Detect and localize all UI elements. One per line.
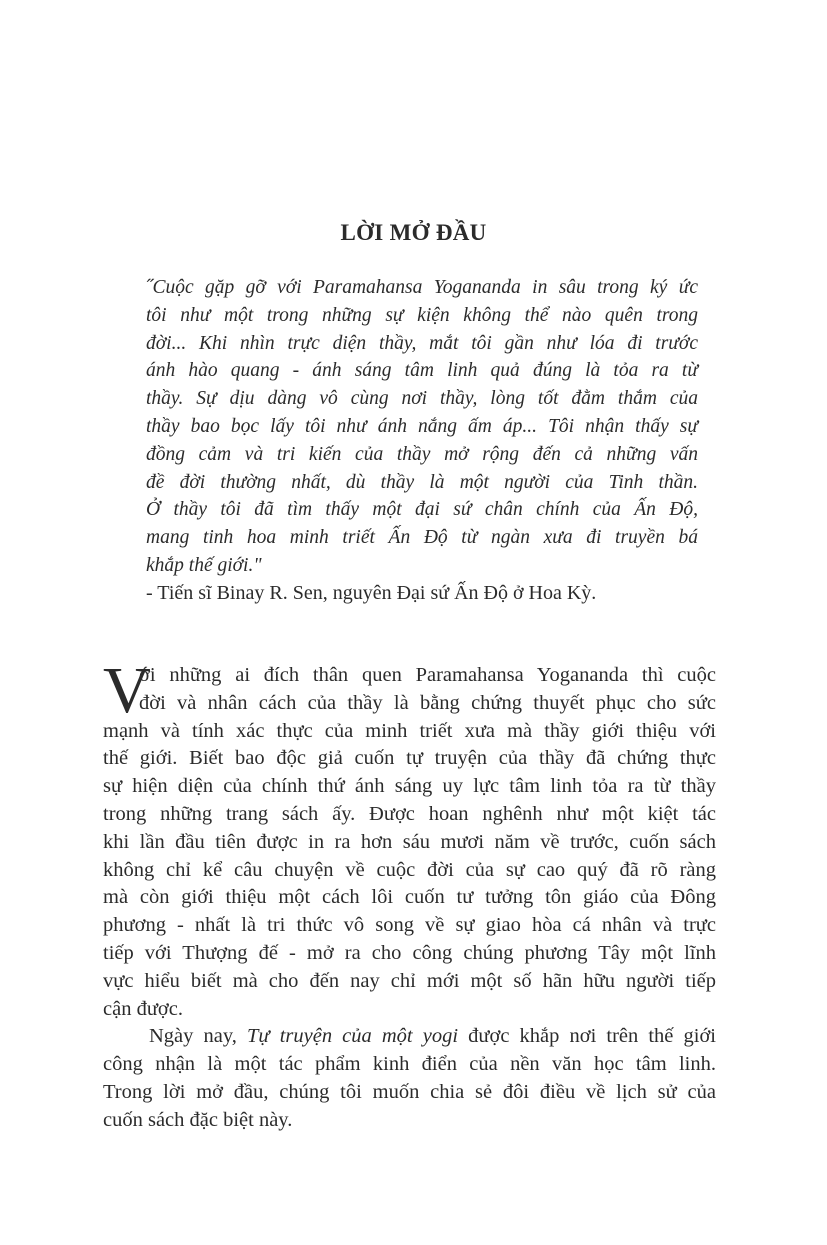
paragraph-line: đời và nhân cách của thầy là bằng chứng thuyết phục cho sức bbox=[139, 691, 716, 714]
quote-line: ˝Cuộc gặp gỡ với Paramahansa Yogananda in sâu trong ký ức bbox=[146, 277, 698, 298]
paragraph-line: phương - nhất là tri thức vô song về sự giao hòa cá nhân và trực bbox=[103, 914, 716, 937]
paragraph-line: Trong lời mở đầu, chúng tôi muốn chia sẻ đôi điều về lịch sử của bbox=[103, 1080, 716, 1103]
paragraph-line: công nhận là một tác phẩm kinh điển của nền văn học tâm linh. bbox=[103, 1053, 716, 1076]
quote-line: khắp thế giới." bbox=[146, 554, 262, 576]
epigraph-quote bbox=[146, 274, 698, 608]
drop-cap: V bbox=[103, 654, 151, 727]
text-run: Ngày nay, bbox=[149, 1025, 248, 1048]
paragraph-line: mạnh và tính xác thực của minh triết xưa mà thầy giới thiệu với bbox=[103, 719, 716, 742]
paragraph-line: mà còn giới thiệu một cách lôi cuốn tư tưởng tôn giáo của Đông bbox=[103, 886, 716, 909]
paragraph-line: cận được. bbox=[103, 997, 183, 1020]
paragraph-line: trong những trang sách ấy. Được hoan nghênh như một kiệt tác bbox=[103, 802, 716, 825]
paragraph-line bbox=[103, 1023, 716, 1051]
paragraph-line: tiếp với Thượng đế - mở ra cho công chúng phương Tây một lĩnh bbox=[103, 941, 716, 964]
paragraph-line: ới những ai đích thân quen Paramahansa Yogananda thì cuộc bbox=[139, 664, 716, 686]
paragraph-line: sự hiện diện của chính thứ ánh sáng uy lực tâm linh tỏa ra từ thầy bbox=[103, 775, 716, 798]
page-title: LỜI MỞ ĐẦU bbox=[340, 220, 487, 245]
paragraph-line: không chỉ kể câu chuyện về cuộc đời của sự cao quý đã rõ ràng bbox=[103, 858, 716, 881]
body-text bbox=[103, 654, 716, 1135]
book-title: Tự truyện của một yogi bbox=[247, 1025, 459, 1048]
quote-line: mang tinh hoa minh triết Ấn Độ từ ngàn xưa đi truyền bá bbox=[146, 527, 698, 549]
quote-line: đề đời thường nhất, dù thầy là một người của Tinh thần. bbox=[146, 471, 698, 493]
quote-line: thầy. Sự dịu dàng vô cùng nơi thầy, lòng tốt đằm thắm của bbox=[146, 388, 698, 410]
text-run: được khắp nơi trên thế giới bbox=[458, 1025, 716, 1048]
paragraph-line: thế giới. Biết bao độc giả cuốn tự truyện của thầy đã chứng thực bbox=[103, 747, 716, 770]
paragraph-line: vực hiểu biết mà cho đến nay chỉ mới một số hãn hữu người tiếp bbox=[103, 969, 716, 992]
quote-line: tôi như một trong những sự kiện không thể nào quên trong bbox=[146, 304, 698, 326]
quote-line: thầy bao bọc lấy tôi như ánh nắng ấm áp... Tôi nhận thấy sự bbox=[146, 415, 698, 437]
paragraph-line: cuốn sách đặc biệt này. bbox=[103, 1108, 293, 1131]
paragraph-line: khi lần đầu tiên được in ra hơn sáu mươi năm về trước, cuốn sách bbox=[103, 830, 716, 853]
quote-line: đời... Khi nhìn trực diện thầy, mắt tôi gần như lóa đi trước bbox=[146, 332, 698, 354]
quote-attribution: - Tiến sĩ Binay R. Sen, nguyên Đại sứ Ấn Độ ở Hoa Kỳ. bbox=[146, 581, 597, 604]
quote-line: đồng cảm và tri kiến của thầy mở rộng đến cả những vấn bbox=[146, 443, 698, 465]
quote-line: Ở thầy tôi đã tìm thấy một đại sứ chân chính của Ấn Độ, bbox=[146, 499, 698, 521]
quote-line: ánh hào quang - ánh sáng tâm linh quả đúng là tỏa ra từ bbox=[146, 360, 698, 382]
